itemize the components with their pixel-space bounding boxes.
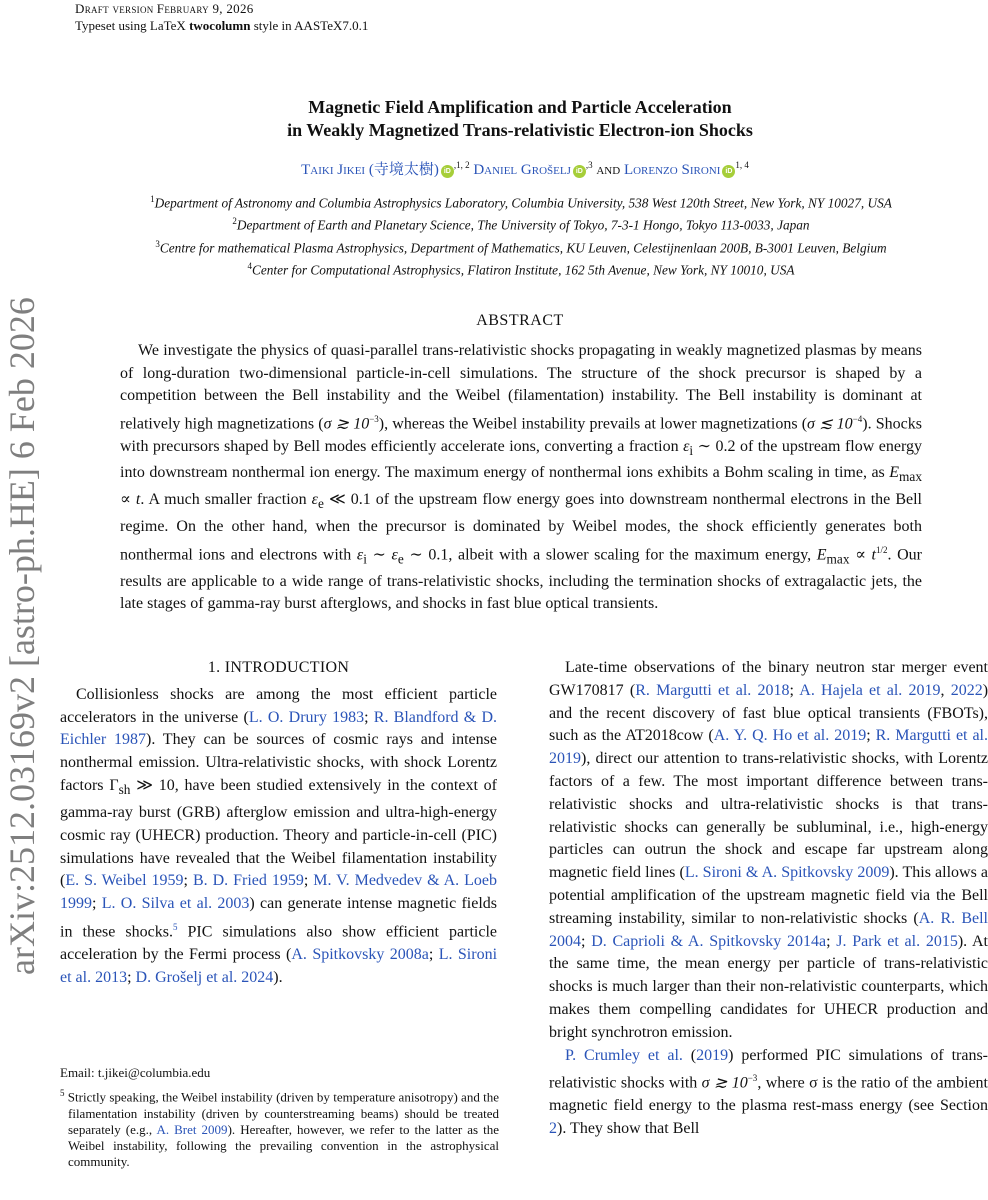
section-heading-introduction: 1. INTRODUCTION xyxy=(207,659,350,676)
citation-link[interactable]: A. Hajela et al. 2019 xyxy=(799,681,941,699)
affiliation xyxy=(52,212,988,234)
text-fragment: ε xyxy=(683,437,690,455)
author-list xyxy=(60,155,988,180)
author-and: and xyxy=(596,162,621,178)
citation-link[interactable]: R. Margutti et al. 2018 xyxy=(635,681,790,699)
footnote-marker[interactable]: 5 xyxy=(172,921,178,932)
text-fragment: ∝ t xyxy=(849,545,876,563)
citation-link[interactable]: M. V. Medvedev & A. Loeb 1999 xyxy=(60,872,498,913)
text-fragment: sh xyxy=(118,782,131,798)
citation-link[interactable]: A. Bret 2009 xyxy=(156,1121,228,1137)
text-fragment: 3 xyxy=(155,238,160,249)
text-fragment: ≪ 0.1 xyxy=(323,491,371,509)
text-fragment: Department of Earth and Planetary Science, The University of Tokyo, 7-3-1 Hongo, Tokyo 113-0033, Japan xyxy=(236,217,810,233)
footnote-5 xyxy=(60,1085,499,1170)
text-fragment: σ ≳ 10 xyxy=(323,415,370,433)
intro-paragraph-1 xyxy=(60,684,497,990)
text-fragment: Late-time observations of the binary neutron star merger event GW170817 ( xyxy=(549,659,988,699)
text-fragment: ), whereas the Weibel instability prevails at lower magnetizations ( xyxy=(378,415,808,433)
text-fragment: ; xyxy=(866,727,876,745)
text-fragment: We investigate the physics of quasi-parallel trans-relativistic shocks propagating in weakly magnetized plasmas by means of long-duration two-dimensional particle-in-cell simulations. The structure of the shock precursor is shaped by a competition between the Bell instability and the Weibel (filamentation) instability. The Bell instability is dominant at relatively high magnetizations ( xyxy=(120,342,922,433)
citation-link[interactable]: 2019 xyxy=(696,1046,729,1064)
citation-link[interactable]: L. Sironi et al. 2013 xyxy=(60,946,498,986)
author-groselj[interactable]: Daniel Grošelj xyxy=(473,162,571,178)
text-fragment: σ ≲ 10 xyxy=(807,415,853,433)
citation-link[interactable]: R. Margutti et al. 2019 xyxy=(549,727,988,768)
intro-paragraph-3: P. Crumley et al. (2019) performed PIC simulations of trans-relativistic shocks with σ ≳ $10^{-3}$, where σ is the ratio of the ambient magnetic field energy to the plasma rest-mass energy (see Section 2). They show that Bell xyxy=(549,1046,988,1138)
text-fragment: of the upstream flow energy goes into downstream nonthermal electrons in the Bell regime. On the other hand, when the precursor is dominated by Weibel modes, the shock efficiently generates both nonthermal ions and electrons with xyxy=(120,491,922,563)
abstract-text xyxy=(120,340,922,616)
text-fragment: ). They can be sources of cosmic rays and intense nonthermal emission. Ultra-relativistic shocks, with shock Lorentz factors Γ xyxy=(60,731,497,794)
text-fragment: i xyxy=(689,442,694,458)
text-fragment: of the upstream flow energy into downstream nonthermal ion energy. The maximum energy of nonthermal ions exhibits a Bohm scaling in time, as xyxy=(120,437,922,482)
citation-link[interactable]: A. Spitkovsky 2008a xyxy=(291,946,429,964)
text-fragment: February 9, 2026 xyxy=(156,1,254,16)
latex-logo: LaTeX xyxy=(149,18,186,33)
text-fragment: 5 xyxy=(60,1088,65,1099)
draft-version xyxy=(75,0,368,17)
text-fragment: ε xyxy=(311,491,318,509)
text-fragment: Center for Computational Astrophysics, Flatiron Institute, 162 5th Avenue, New York, NY 10010, USA xyxy=(252,262,795,278)
text-fragment: ; xyxy=(92,895,102,913)
text-fragment: max xyxy=(899,469,922,485)
citation-link[interactable]: L. O. Drury 1983 xyxy=(248,708,365,726)
text-fragment: ). xyxy=(273,968,283,986)
citation-link[interactable]: D. Grošelj et al. 2024 xyxy=(135,968,274,986)
text-fragment: ∼ 0.2 xyxy=(693,437,736,455)
text-fragment: PIC simulations also show efficient particle acceleration by the Fermi process ( xyxy=(60,923,497,964)
author-jikei[interactable]: Taiki Jikei (寺境太樹) xyxy=(301,162,439,178)
orcid-icon[interactable]: iD xyxy=(441,165,454,178)
text-fragment: max xyxy=(826,551,850,567)
text-fragment: i xyxy=(363,551,367,567)
affiliation xyxy=(52,257,988,279)
text-fragment: ,1, 2 xyxy=(453,160,470,170)
text-fragment: . A much smaller fraction xyxy=(140,491,312,509)
text-fragment: performed PIC simulations of trans-relativistic shocks with xyxy=(549,1046,988,1092)
text-fragment: ) and the recent discovery of fast blue optical transients (FBOTs), such as the AT2018cow ( xyxy=(549,681,988,745)
text-fragment: −3 xyxy=(369,413,379,424)
paper-title xyxy=(120,96,920,142)
text-fragment: 1/2 xyxy=(875,544,888,555)
text-fragment: ; xyxy=(789,681,800,699)
header-meta xyxy=(75,0,368,34)
text-fragment: ε xyxy=(356,545,364,563)
text-fragment: ∼ 0.1 xyxy=(403,545,449,563)
text-fragment: ,3 xyxy=(585,160,593,170)
text-fragment: E xyxy=(889,464,900,482)
text-fragment: ). They show that Bell xyxy=(557,1120,700,1138)
text-fragment: Strictly speaking, the Weibel instability (driven by temperature anisotropy) and the filamentation instability (driven by counterstreaming beams) should be treated separately (e.g., xyxy=(64,1089,499,1137)
text-fragment: σ ≳ 10 xyxy=(701,1074,748,1092)
text-fragment: e xyxy=(317,496,324,512)
affiliation-list xyxy=(52,190,988,280)
text-fragment: ; xyxy=(428,946,439,964)
text-fragment: ; xyxy=(183,872,193,890)
text-fragment: −4 xyxy=(852,413,863,424)
citation-link[interactable]: R. Blandford & D. Eichler 1987 xyxy=(60,708,498,749)
intro-paragraph-2: Late-time observations of the binary neutron star merger event GW170817 (R. Margutti et al. 2018; A. Hajela et al. 2019, 2022) and the recent discovery of fast blue optical transients (FBOTs), such as the AT2018cow (A. Y. Q. Ho et al. 2019; R. Margutti et al. 2019), direct our attention to trans-relativistic shocks, with Lorentz factors of a few. The most important difference between trans-relativistic shocks and ultra-relativistic shocks is that trans-relativistic shocks can generally be subluminal, i.e., high-energy particles can outrun the shock and escape far upstream along magnetic field lines (L. Sironi & A. Spitkovsky 2009). This allows a potential amplification of the upstream magnetic field via the Bell streaming instability, similar to non-relativistic shocks (A. R. Bell 2004; D. Caprioli & A. Spitkovsky 2014a; J. Park et al. 2015). At the same time, the mean energy per particle of trans-relativistic shocks is much larger than their non-relativistic counterparts, which makes them compelling candidates for UHECR production and bright synchrotron emission. xyxy=(549,659,988,1041)
text-fragment: ≫ 10, have been studied extensively in the context of gamma-ray burst (GRB) afterglow emission and ultra-high-energy cosmic ray (UHECR) production. Theory and particle-in-cell (PIC) simulations have revealed that the Weibel filamentation instability ( xyxy=(60,776,498,890)
text-fragment: ). Shocks with precursors shaped by Bell modes efficiently accelerate ions, converting a fraction xyxy=(120,415,922,455)
text-fragment: Department of Astronomy and Columbia Astrophysics Laboratory, Columbia University, 538 West 120th Street, New York, NY 10027, USA xyxy=(154,195,892,211)
citation-link[interactable]: L. O. Silva et al. 2003 xyxy=(101,895,250,913)
citation-link[interactable]: A. R. Bell 2004 xyxy=(549,909,988,950)
section-reference-link[interactable]: 2 xyxy=(549,1120,557,1138)
left-column xyxy=(60,657,497,990)
author-sironi[interactable]: Lorenzo Sironi xyxy=(623,162,721,178)
text-fragment: ). This allows a potential amplification of the upstream magnetic field via the Bell streaming instability, similar to non-relativistic shocks ( xyxy=(549,864,988,927)
text-fragment: ), direct our attention to trans-relativistic shocks, with Lorentz factors of a few. The most important difference between trans-relativistic shocks and ultra-relativistic shocks is that trans-relativistic shocks can generally be subluminal, i.e., high-energy particles can outrun the shock and escape far upstream along magnetic field lines ( xyxy=(549,750,988,882)
typeset-note xyxy=(75,17,368,34)
text-fragment: 1 xyxy=(150,194,155,204)
text-fragment: Collisionless shocks are among the most efficient particle accelerators in the universe ( xyxy=(60,685,497,726)
text-fragment: −3 xyxy=(747,1073,758,1084)
citation-link[interactable]: L. Sironi & A. Spitkovsky 2009 xyxy=(684,864,890,882)
footnotes xyxy=(60,1065,499,1171)
orcid-icon[interactable]: iD xyxy=(573,165,586,178)
text-fragment: ; xyxy=(127,968,136,986)
citation-link[interactable]: A. Y. Q. Ho et al. 2019 xyxy=(713,727,867,745)
citation-link[interactable]: P. Crumley et al. xyxy=(565,1046,683,1064)
arxiv-identifier[interactable]: arXiv:2512.03169v2 [astro-ph.HE] 6 Feb 2026 xyxy=(2,297,42,975)
text-fragment: ; xyxy=(581,932,592,950)
text-fragment: Draft version xyxy=(75,1,154,16)
text-fragment: in Weakly Magnetized Trans-relativistic Electron-ion Shocks xyxy=(287,120,753,140)
text-fragment: style in AASTeX7.0.1 xyxy=(253,18,369,33)
orcid-icon[interactable]: iD xyxy=(722,165,735,178)
text-fragment: e xyxy=(397,551,404,567)
text-fragment: ) can generate intense magnetic fields in these shocks. xyxy=(60,895,498,941)
abstract-heading: ABSTRACT xyxy=(476,312,564,329)
citation-link[interactable]: D. Caprioli & A. Spitkovsky 2014a xyxy=(591,932,827,950)
affiliation xyxy=(52,190,988,212)
corresponding-email[interactable]: Email: t.jikei@columbia.edu xyxy=(60,1065,211,1080)
citation-link[interactable]: J. Park et al. 2015 xyxy=(836,932,958,950)
text-fragment: ; xyxy=(303,872,314,890)
text-fragment: ∼ ε xyxy=(366,545,398,563)
text-fragment: ). At the same time, the mean energy per particle of trans-relativistic shocks is much larger than their non-relativistic counterparts, which makes them compelling candidates for UHECR production and bright synchrotron emission. xyxy=(549,932,988,1041)
text-fragment: , albeit with a slower scaling for the maximum energy, xyxy=(448,545,817,563)
text-fragment: ; xyxy=(364,708,374,726)
text-fragment: Centre for mathematical Plasma Astrophysics, Department of Mathematics, KU Leuven, Celestijnenlaan 200B, B-3001 Leuven, Belgium xyxy=(159,240,887,256)
text-fragment: 2 xyxy=(232,216,237,227)
citation-link[interactable]: 2022 xyxy=(950,681,983,699)
text-fragment: 4 xyxy=(247,261,252,272)
text-fragment: twocolumn xyxy=(189,18,251,33)
right-column xyxy=(549,657,988,1141)
text-fragment: . Our results are applicable to a wide range of trans-relativistic shocks, including the termination shocks of extragalactic jets, the late stages of gamma-ray burst afterglows, and shocks in fast blue optical transients. xyxy=(120,545,922,613)
affiliation xyxy=(52,235,988,257)
citation-link[interactable]: B. D. Fried 1959 xyxy=(192,872,304,890)
citation-link[interactable]: E. S. Weibel 1959 xyxy=(65,872,184,890)
text-fragment: Typeset using xyxy=(75,18,147,33)
text-fragment: ; xyxy=(826,932,837,950)
text-fragment: 1, 4 xyxy=(735,160,749,170)
text-fragment: Magnetic Field Amplification and Particle Acceleration xyxy=(308,97,732,117)
text-fragment: , where σ is the ratio of the ambient magnetic field energy to the plasma rest-mass energy (see Section xyxy=(549,1074,988,1115)
text-fragment: ∝ t xyxy=(120,491,141,509)
text-fragment: E xyxy=(816,545,827,563)
text-fragment: ). Hereafter, however, we refer to the latter as the Weibel instability, following the prevailing convention in the astrophysical community. xyxy=(68,1121,499,1170)
